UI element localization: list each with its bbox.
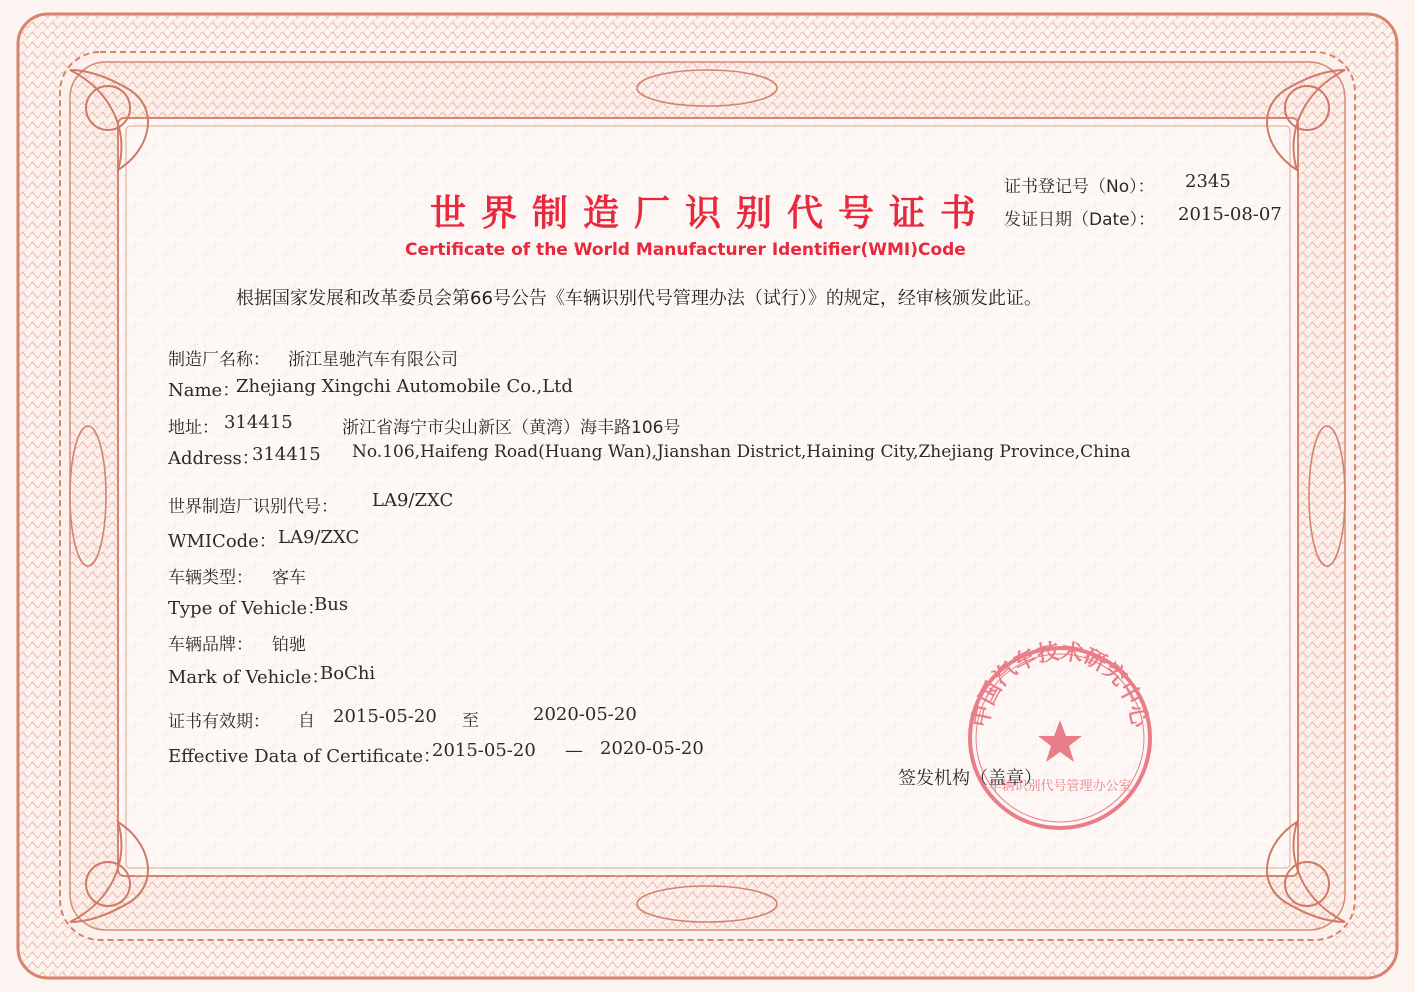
- mark-en-label: Mark of Vehicle：: [168, 667, 330, 688]
- type-zh-label: 车辆类型：: [168, 568, 253, 588]
- wmi-zh-label: 世界制造厂识别代号：: [168, 497, 338, 517]
- title-chinese: 世界制造厂识别代号证书: [430, 193, 992, 234]
- validity-en-label: Effective Data of Certificate：: [168, 746, 441, 767]
- wmi-en-value: LA9/ZXC: [278, 527, 360, 548]
- issue-date-label: 发证日期（Date）：: [1004, 210, 1156, 230]
- name-en-value: Zhejiang Xingchi Automobile Co.,Ltd: [236, 376, 573, 397]
- mark-en-value: BoChi: [320, 663, 376, 684]
- type-en-value: Bus: [314, 594, 349, 615]
- address-zh-value: 浙江省海宁市尖山新区（黄湾）海丰路106号: [342, 418, 681, 438]
- address-zh-label: 地址：: [168, 418, 219, 438]
- validity-zh-to-word: 至: [462, 711, 479, 731]
- validity-en-from: 2015-05-20: [432, 740, 536, 761]
- wmi-zh-value: LA9/ZXC: [372, 490, 454, 511]
- wmi-en-label: WMICode：: [168, 531, 277, 552]
- issuer-label: 签发机构（盖章）: [898, 768, 1042, 789]
- seal-outer-text: 中国汽车技术研究中心: [968, 639, 1152, 730]
- name-zh-label: 制造厂名称：: [168, 350, 270, 370]
- validity-en-dash: —: [565, 740, 583, 761]
- seal-inner-text: 车辆识别代号管理办公室: [988, 779, 1132, 794]
- address-en-postcode: 314415: [252, 444, 321, 465]
- title-english: Certificate of the World Manufacturer Identifier(WMI)Code: [405, 240, 966, 260]
- address-zh-postcode: 314415: [224, 412, 293, 433]
- type-en-label: Type of Vehicle：: [168, 598, 326, 619]
- mark-zh-label: 车辆品牌：: [168, 635, 253, 655]
- preamble-text: 根据国家发展和改革委员会第66号公告《车辆识别代号管理办法（试行）》的规定，经审核颁发此证。: [236, 288, 1042, 309]
- name-zh-value: 浙江星驰汽车有限公司: [288, 350, 458, 370]
- address-en-value: No.106,Haifeng Road(Huang Wan),Jianshan District,Haining City,Zhejiang Province,China: [352, 442, 1131, 462]
- validity-zh-label: 证书有效期：: [168, 712, 270, 732]
- validity-en-to: 2020-05-20: [600, 738, 704, 759]
- name-en-label: Name：: [168, 380, 241, 401]
- registration-no-value: 2345: [1185, 171, 1231, 192]
- issue-date-value: 2015-08-07: [1178, 204, 1282, 225]
- type-zh-value: 客车: [272, 568, 306, 588]
- validity-zh-from-word: 自: [298, 711, 315, 731]
- official-seal: [960, 638, 1160, 838]
- validity-zh-from: 2015-05-20: [333, 706, 437, 727]
- registration-no-label: 证书登记号（No）：: [1004, 177, 1155, 197]
- address-en-label: Address：: [168, 448, 260, 469]
- validity-zh-to: 2020-05-20: [533, 704, 637, 725]
- mark-zh-value: 铂驰: [272, 635, 306, 655]
